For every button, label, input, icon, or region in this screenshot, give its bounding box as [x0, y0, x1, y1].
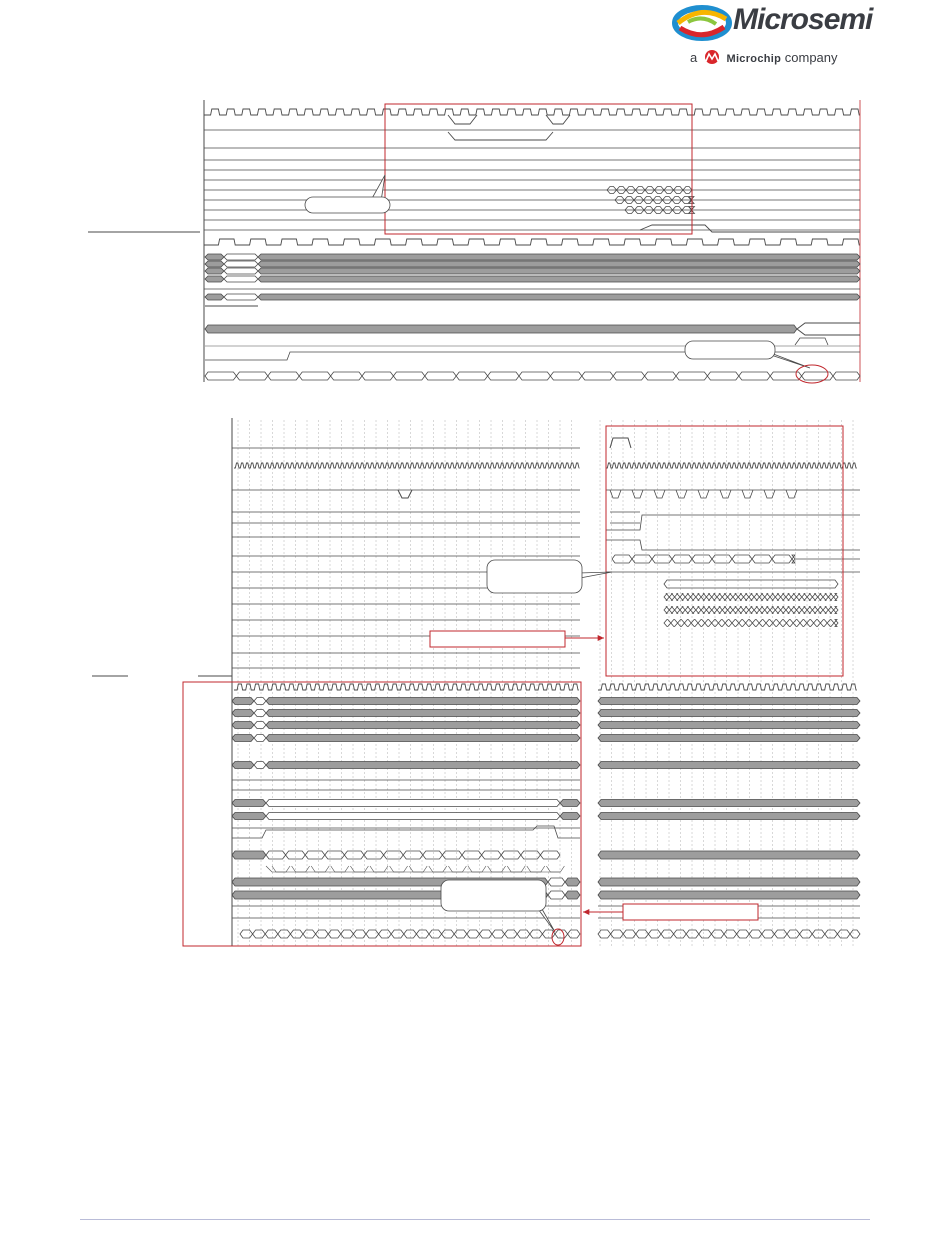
label-box-2	[623, 904, 758, 920]
address-bus	[205, 372, 236, 380]
address-bus	[290, 930, 303, 938]
address-bus	[429, 930, 442, 938]
signal-line	[266, 866, 560, 872]
bus-segment	[232, 800, 266, 807]
data-bus	[344, 851, 364, 859]
fast-bus	[738, 607, 743, 614]
address-bus	[404, 930, 417, 938]
upper-timing-diagram	[88, 100, 860, 383]
bus-segment	[224, 261, 258, 267]
address-bus	[467, 930, 480, 938]
bus-segment	[598, 735, 860, 742]
fast-bus	[754, 594, 759, 601]
fast-bus	[684, 620, 691, 627]
footer-rule	[80, 1219, 870, 1220]
fast-bus	[744, 594, 749, 601]
clock-signal-b	[204, 239, 859, 245]
address-bus	[568, 930, 580, 938]
tagline-suffix: company	[784, 50, 838, 65]
pulse	[795, 338, 828, 345]
fast-bus	[712, 607, 717, 614]
signal-transition	[606, 515, 860, 530]
fast-bus	[802, 594, 807, 601]
fast-bus	[765, 607, 770, 614]
fast-bus	[807, 594, 812, 601]
address-bus	[366, 930, 379, 938]
data-bus	[672, 555, 692, 563]
bus-segment	[232, 762, 254, 769]
bus-segment	[224, 294, 258, 300]
address-bus	[253, 930, 266, 938]
fast-bus	[766, 620, 773, 627]
pulse	[488, 866, 506, 872]
address-bus	[686, 930, 699, 938]
bus-segment	[598, 710, 860, 717]
address-bus	[582, 372, 613, 380]
address-bus	[787, 930, 800, 938]
fast-bus	[775, 607, 780, 614]
label-box-1	[430, 631, 565, 647]
fast-bus	[775, 594, 780, 601]
pulse	[448, 866, 466, 872]
fast-bus	[678, 620, 685, 627]
address-bus	[699, 930, 712, 938]
bus-segment	[254, 722, 266, 729]
address-bus	[519, 372, 550, 380]
bus-segment	[258, 268, 860, 274]
fast-bus	[691, 594, 696, 601]
fast-bus	[828, 607, 833, 614]
bus-segment	[548, 878, 565, 886]
data-bus	[403, 851, 423, 859]
address-bus	[739, 372, 770, 380]
fast-bus	[781, 607, 786, 614]
address-bus	[737, 930, 750, 938]
pulse	[370, 866, 388, 872]
fast-bus	[746, 620, 753, 627]
data-bus	[752, 555, 772, 563]
data-bus	[266, 851, 286, 859]
address-bus	[299, 372, 330, 380]
data-bus	[540, 851, 560, 859]
address-bus	[316, 930, 329, 938]
data-bus	[692, 555, 712, 563]
fast-bus	[698, 620, 705, 627]
fast-bus	[685, 594, 690, 601]
bus-segment	[565, 891, 580, 899]
pulse	[742, 490, 753, 498]
fast-bus	[834, 607, 838, 614]
fast-bus	[664, 607, 669, 614]
fast-bus	[786, 594, 791, 601]
tagline-brand: Microchip	[726, 53, 782, 65]
clock-signal-c	[598, 684, 857, 690]
address-bus	[393, 372, 424, 380]
fast-bus	[786, 620, 793, 627]
data-bus	[462, 851, 482, 859]
bus-segment	[205, 276, 224, 282]
fast-bus	[807, 620, 814, 627]
bus-segment	[224, 276, 258, 282]
address-bus	[611, 930, 624, 938]
address-bus	[623, 930, 636, 938]
fast-bus	[712, 594, 717, 601]
address-bus	[362, 372, 393, 380]
pulse	[720, 490, 731, 498]
arrow-head	[583, 909, 589, 915]
address-bus	[341, 930, 354, 938]
address-bus	[676, 372, 707, 380]
data-bus-long	[205, 325, 797, 333]
fast-bus	[820, 620, 827, 627]
address-bus	[265, 930, 278, 938]
signal-transition	[606, 540, 860, 550]
address-bus	[236, 372, 267, 380]
fast-bus	[733, 607, 738, 614]
highlight-box-upper	[385, 104, 692, 234]
fast-bus	[705, 620, 712, 627]
fast-bus	[733, 594, 738, 601]
fast-bus	[717, 607, 722, 614]
address-bus	[479, 930, 492, 938]
pulse	[546, 115, 570, 124]
address-bus	[517, 930, 530, 938]
pulse	[448, 132, 553, 140]
address-bus	[825, 930, 838, 938]
address-bus	[391, 930, 404, 938]
fast-bus	[728, 607, 733, 614]
pulse	[429, 866, 447, 872]
fast-bus	[706, 607, 711, 614]
address-bus	[353, 930, 366, 938]
fast-bus	[812, 594, 817, 601]
address-bus	[505, 930, 518, 938]
data-bus	[384, 851, 404, 859]
tagline-prefix: a	[690, 50, 698, 65]
address-bus	[837, 930, 850, 938]
fast-bus	[759, 607, 764, 614]
address-bus	[303, 930, 316, 938]
arrow-head	[598, 635, 604, 641]
address-bus	[774, 930, 787, 938]
address-bus	[425, 372, 456, 380]
bus-tail	[797, 323, 860, 335]
pulse	[527, 866, 545, 872]
fast-bus	[685, 607, 690, 614]
fast-bus	[797, 594, 802, 601]
bus-segment	[205, 261, 224, 267]
fast-bus	[696, 594, 701, 601]
bus-segment	[254, 735, 266, 742]
bus-segment	[254, 698, 266, 705]
pulse	[764, 490, 775, 498]
bus-segment	[232, 722, 254, 729]
bus-segment	[565, 878, 580, 886]
bus-segment	[205, 254, 224, 260]
data-bus	[521, 851, 541, 859]
address-bus	[240, 930, 253, 938]
bus-segment	[266, 762, 580, 769]
address-bus	[661, 930, 674, 938]
data-bus	[792, 555, 795, 563]
data-bus-long	[664, 580, 838, 588]
fast-bus	[812, 607, 817, 614]
fast-bus	[669, 594, 674, 601]
bus-segment	[266, 710, 580, 717]
bus-segment	[232, 710, 254, 717]
fast-bus	[739, 620, 746, 627]
pulse	[272, 866, 290, 872]
fast-bus	[823, 607, 828, 614]
pulse	[546, 866, 564, 872]
callout-box	[441, 880, 546, 911]
address-bus	[724, 930, 737, 938]
data-bus	[501, 851, 521, 859]
fast-bus	[671, 620, 678, 627]
fast-bus	[728, 594, 733, 601]
fast-bus	[706, 594, 711, 601]
data-bus	[482, 851, 502, 859]
data-bus	[364, 851, 384, 859]
fast-bus	[765, 594, 770, 601]
fast-bus	[780, 620, 787, 627]
bus-segment	[258, 276, 860, 282]
fast-bus	[773, 620, 780, 627]
address-bus	[456, 372, 487, 380]
pulse	[632, 490, 643, 498]
bus-segment	[548, 891, 565, 899]
address-bus	[268, 372, 299, 380]
fast-bus	[717, 594, 722, 601]
data-bus	[632, 555, 652, 563]
bus-segment	[560, 813, 580, 820]
address-bus	[613, 372, 644, 380]
data-bus	[732, 555, 752, 563]
bus-segment	[205, 294, 224, 300]
address-bus	[331, 372, 362, 380]
data-bus	[612, 555, 632, 563]
bus-segment	[598, 851, 860, 859]
fast-bus	[834, 620, 838, 627]
address-bus	[454, 930, 467, 938]
pulse	[311, 866, 329, 872]
pulse	[409, 866, 427, 872]
callout-box	[305, 197, 390, 213]
pulse	[390, 866, 408, 872]
fast-bus	[725, 620, 732, 627]
fast-bus	[828, 594, 833, 601]
fast-bus	[718, 620, 725, 627]
address-bus	[800, 930, 813, 938]
bus-segment	[254, 762, 266, 769]
clock-signal-a	[204, 109, 859, 115]
fast-bus	[752, 620, 759, 627]
bus-segment	[266, 698, 580, 705]
pulse	[398, 490, 412, 498]
address-bus	[645, 372, 676, 380]
fast-bus	[664, 594, 669, 601]
bus-segment	[224, 254, 258, 260]
address-bus	[636, 930, 649, 938]
bus-segment	[598, 813, 860, 820]
address-bus	[555, 930, 568, 938]
address-bus	[550, 372, 581, 380]
fast-clock	[234, 463, 579, 468]
bus-segment	[232, 698, 254, 705]
bus-segment	[598, 762, 860, 769]
address-bus	[416, 930, 429, 938]
pulse	[448, 115, 477, 124]
pulse	[676, 490, 687, 498]
bus-segment	[254, 710, 266, 717]
fast-bus	[738, 594, 743, 601]
callout-box	[487, 560, 582, 593]
fast-bus	[722, 607, 727, 614]
fast-bus	[781, 594, 786, 601]
fast-bus	[834, 594, 838, 601]
pulse	[507, 866, 525, 872]
fast-bus	[664, 620, 671, 627]
data-bus	[423, 851, 443, 859]
fast-bus	[675, 594, 680, 601]
fast-bus	[797, 607, 802, 614]
address-bus	[442, 930, 455, 938]
address-bus	[379, 930, 392, 938]
bus-segment	[224, 268, 258, 274]
fast-bus	[800, 620, 807, 627]
fast-bus	[696, 607, 701, 614]
bus-segment	[598, 800, 860, 807]
bus-segment	[258, 254, 860, 260]
fast-bus	[722, 594, 727, 601]
fast-bus	[793, 620, 800, 627]
address-bus	[711, 930, 724, 938]
bus-segment	[258, 261, 860, 267]
lower-timing-diagram	[92, 418, 860, 946]
data-bus	[305, 851, 325, 859]
fast-bus	[807, 607, 812, 614]
bus-segment	[266, 735, 580, 742]
bus-segment	[266, 722, 580, 729]
address-bus	[749, 930, 762, 938]
address-bus	[648, 930, 661, 938]
bus-segment	[598, 891, 860, 899]
bus-segment	[205, 268, 224, 274]
fast-clock	[606, 463, 857, 468]
bus-segment	[232, 735, 254, 742]
pulse	[610, 438, 631, 448]
bus-segment	[232, 813, 266, 820]
bus-segment	[266, 813, 560, 820]
address-bus	[850, 930, 860, 938]
fast-bus	[759, 594, 764, 601]
fast-bus	[827, 620, 834, 627]
address-bus	[488, 372, 519, 380]
pulse	[654, 490, 665, 498]
data-bus	[442, 851, 462, 859]
address-bus	[674, 930, 687, 938]
callout-box	[685, 341, 775, 359]
fast-bus	[759, 620, 766, 627]
bus-segment	[258, 294, 860, 300]
fast-bus	[691, 607, 696, 614]
fast-bus	[675, 607, 680, 614]
fast-bus	[814, 620, 821, 627]
fast-bus	[669, 607, 674, 614]
highlight-ellipse-lower	[552, 929, 564, 945]
bus-segment	[560, 800, 580, 807]
bus-segment	[598, 698, 860, 705]
fast-bus	[744, 607, 749, 614]
address-bus	[707, 372, 738, 380]
fast-bus	[802, 607, 807, 614]
bus-segment	[598, 878, 860, 886]
bus-segment	[266, 800, 560, 807]
fast-bus	[823, 594, 828, 601]
clock-signal-c	[234, 684, 579, 690]
bus-segment	[232, 851, 266, 859]
brand-name: Microsemi	[733, 3, 873, 36]
pulse	[468, 866, 486, 872]
bus-segment	[598, 722, 860, 729]
pulse	[331, 866, 349, 872]
address-bus	[833, 372, 860, 380]
fast-bus	[786, 607, 791, 614]
fast-bus	[754, 607, 759, 614]
address-bus	[530, 930, 543, 938]
data-bus	[772, 555, 792, 563]
signal-transition	[640, 225, 860, 232]
